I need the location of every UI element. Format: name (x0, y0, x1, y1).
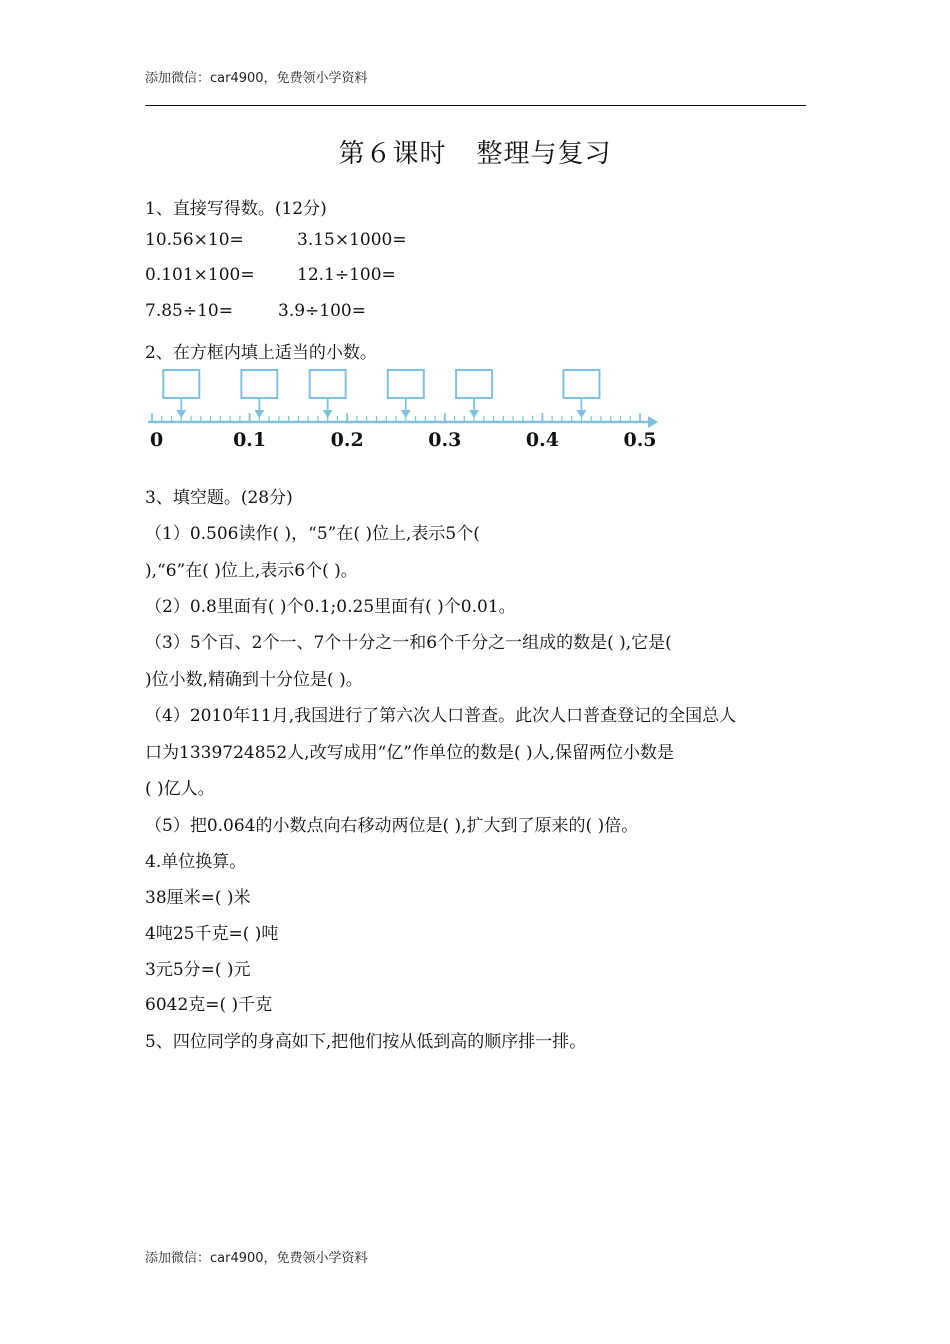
answer-box-pointer (163, 370, 199, 418)
q4-line: 4吨25千克=( )吨 (145, 924, 279, 944)
q3-line: ( )亿人。 (145, 779, 215, 799)
header-watermark: 添加微信：car4900，免费领小学资料 (145, 71, 368, 86)
number-line-label: 0.5 (623, 429, 657, 451)
q4-line: 6042克=( )千克 (145, 995, 273, 1015)
number-line-label: 0.4 (525, 429, 559, 451)
q4-heading: 4.单位换算。 (145, 852, 247, 872)
answer-box-pointer (388, 370, 424, 418)
q3-line: （5）把0.064的小数点向右移动两位是( ),扩大到了原来的( )倍。 (145, 816, 639, 836)
q4-line: 38厘米=( )米 (145, 888, 251, 908)
answer-box[interactable] (310, 370, 346, 398)
q3-line: （1）0.506读作( )，“5”在( )位上,表示5个( (145, 524, 480, 544)
answer-box-pointer (310, 370, 346, 418)
page-title (0, 133, 950, 170)
number-line-label: 0.1 (233, 429, 267, 451)
q2-heading: 2、在方框内填上适当的小数。 (145, 343, 377, 363)
answer-box-pointer (563, 370, 599, 418)
q3-line: （4）2010年11月,我国进行了第六次人口普查。此次人口普查登记的全国总人 (145, 706, 737, 726)
number-line-label: 0.2 (330, 429, 364, 451)
q1-heading: 1、直接写得数。(12分) (145, 199, 327, 219)
answer-box-pointer (241, 370, 277, 418)
header-rule (145, 105, 806, 106)
lesson-number: 第６课时 (338, 139, 447, 169)
number-line-label: 0 (150, 429, 164, 451)
lesson-topic: 整理与复习 (476, 139, 612, 169)
q3-heading: 3、填空题。(28分) (145, 488, 293, 508)
q3-line: （3）5个百、2个一、7个十分之一和6个千分之一组成的数是( ),它是( (145, 633, 672, 653)
q3-line: 口为1339724852人,改写成用“亿”作单位的数是( )人,保留两位小数是 (145, 743, 675, 763)
q3-line: ),“6”在( )位上,表示6个( )。 (145, 561, 358, 581)
q1-item: 3.9÷100= (278, 301, 366, 321)
axis-arrow-icon (648, 416, 658, 428)
q3-line: )位小数,精确到十分位是( )。 (145, 670, 363, 690)
q1-item: 0.101×100= (145, 265, 255, 285)
q5-heading: 5、四位同学的身高如下,把他们按从低到高的顺序排一排。 (145, 1032, 587, 1052)
q1-row-2 (145, 265, 396, 285)
q4-line: 3元5分=( )元 (145, 960, 251, 980)
q1-item: 12.1÷100= (297, 265, 396, 285)
number-line-figure (140, 362, 670, 457)
answer-box[interactable] (163, 370, 199, 398)
q1-item: 7.85÷10= (145, 301, 233, 321)
footer-watermark: 添加微信：car4900，免费领小学资料 (145, 1251, 368, 1266)
q3-line: （2）0.8里面有( )个0.1;0.25里面有( )个0.01。 (145, 597, 516, 617)
answer-box[interactable] (241, 370, 277, 398)
q1-row-1 (145, 230, 407, 250)
q1-row-3 (145, 301, 366, 321)
q1-item: 10.56×10= (145, 230, 244, 250)
answer-box[interactable] (456, 370, 492, 398)
answer-box[interactable] (388, 370, 424, 398)
number-line-label: 0.3 (428, 429, 462, 451)
q1-item: 3.15×1000= (297, 230, 407, 250)
answer-box-pointer (456, 370, 492, 418)
answer-box[interactable] (563, 370, 599, 398)
